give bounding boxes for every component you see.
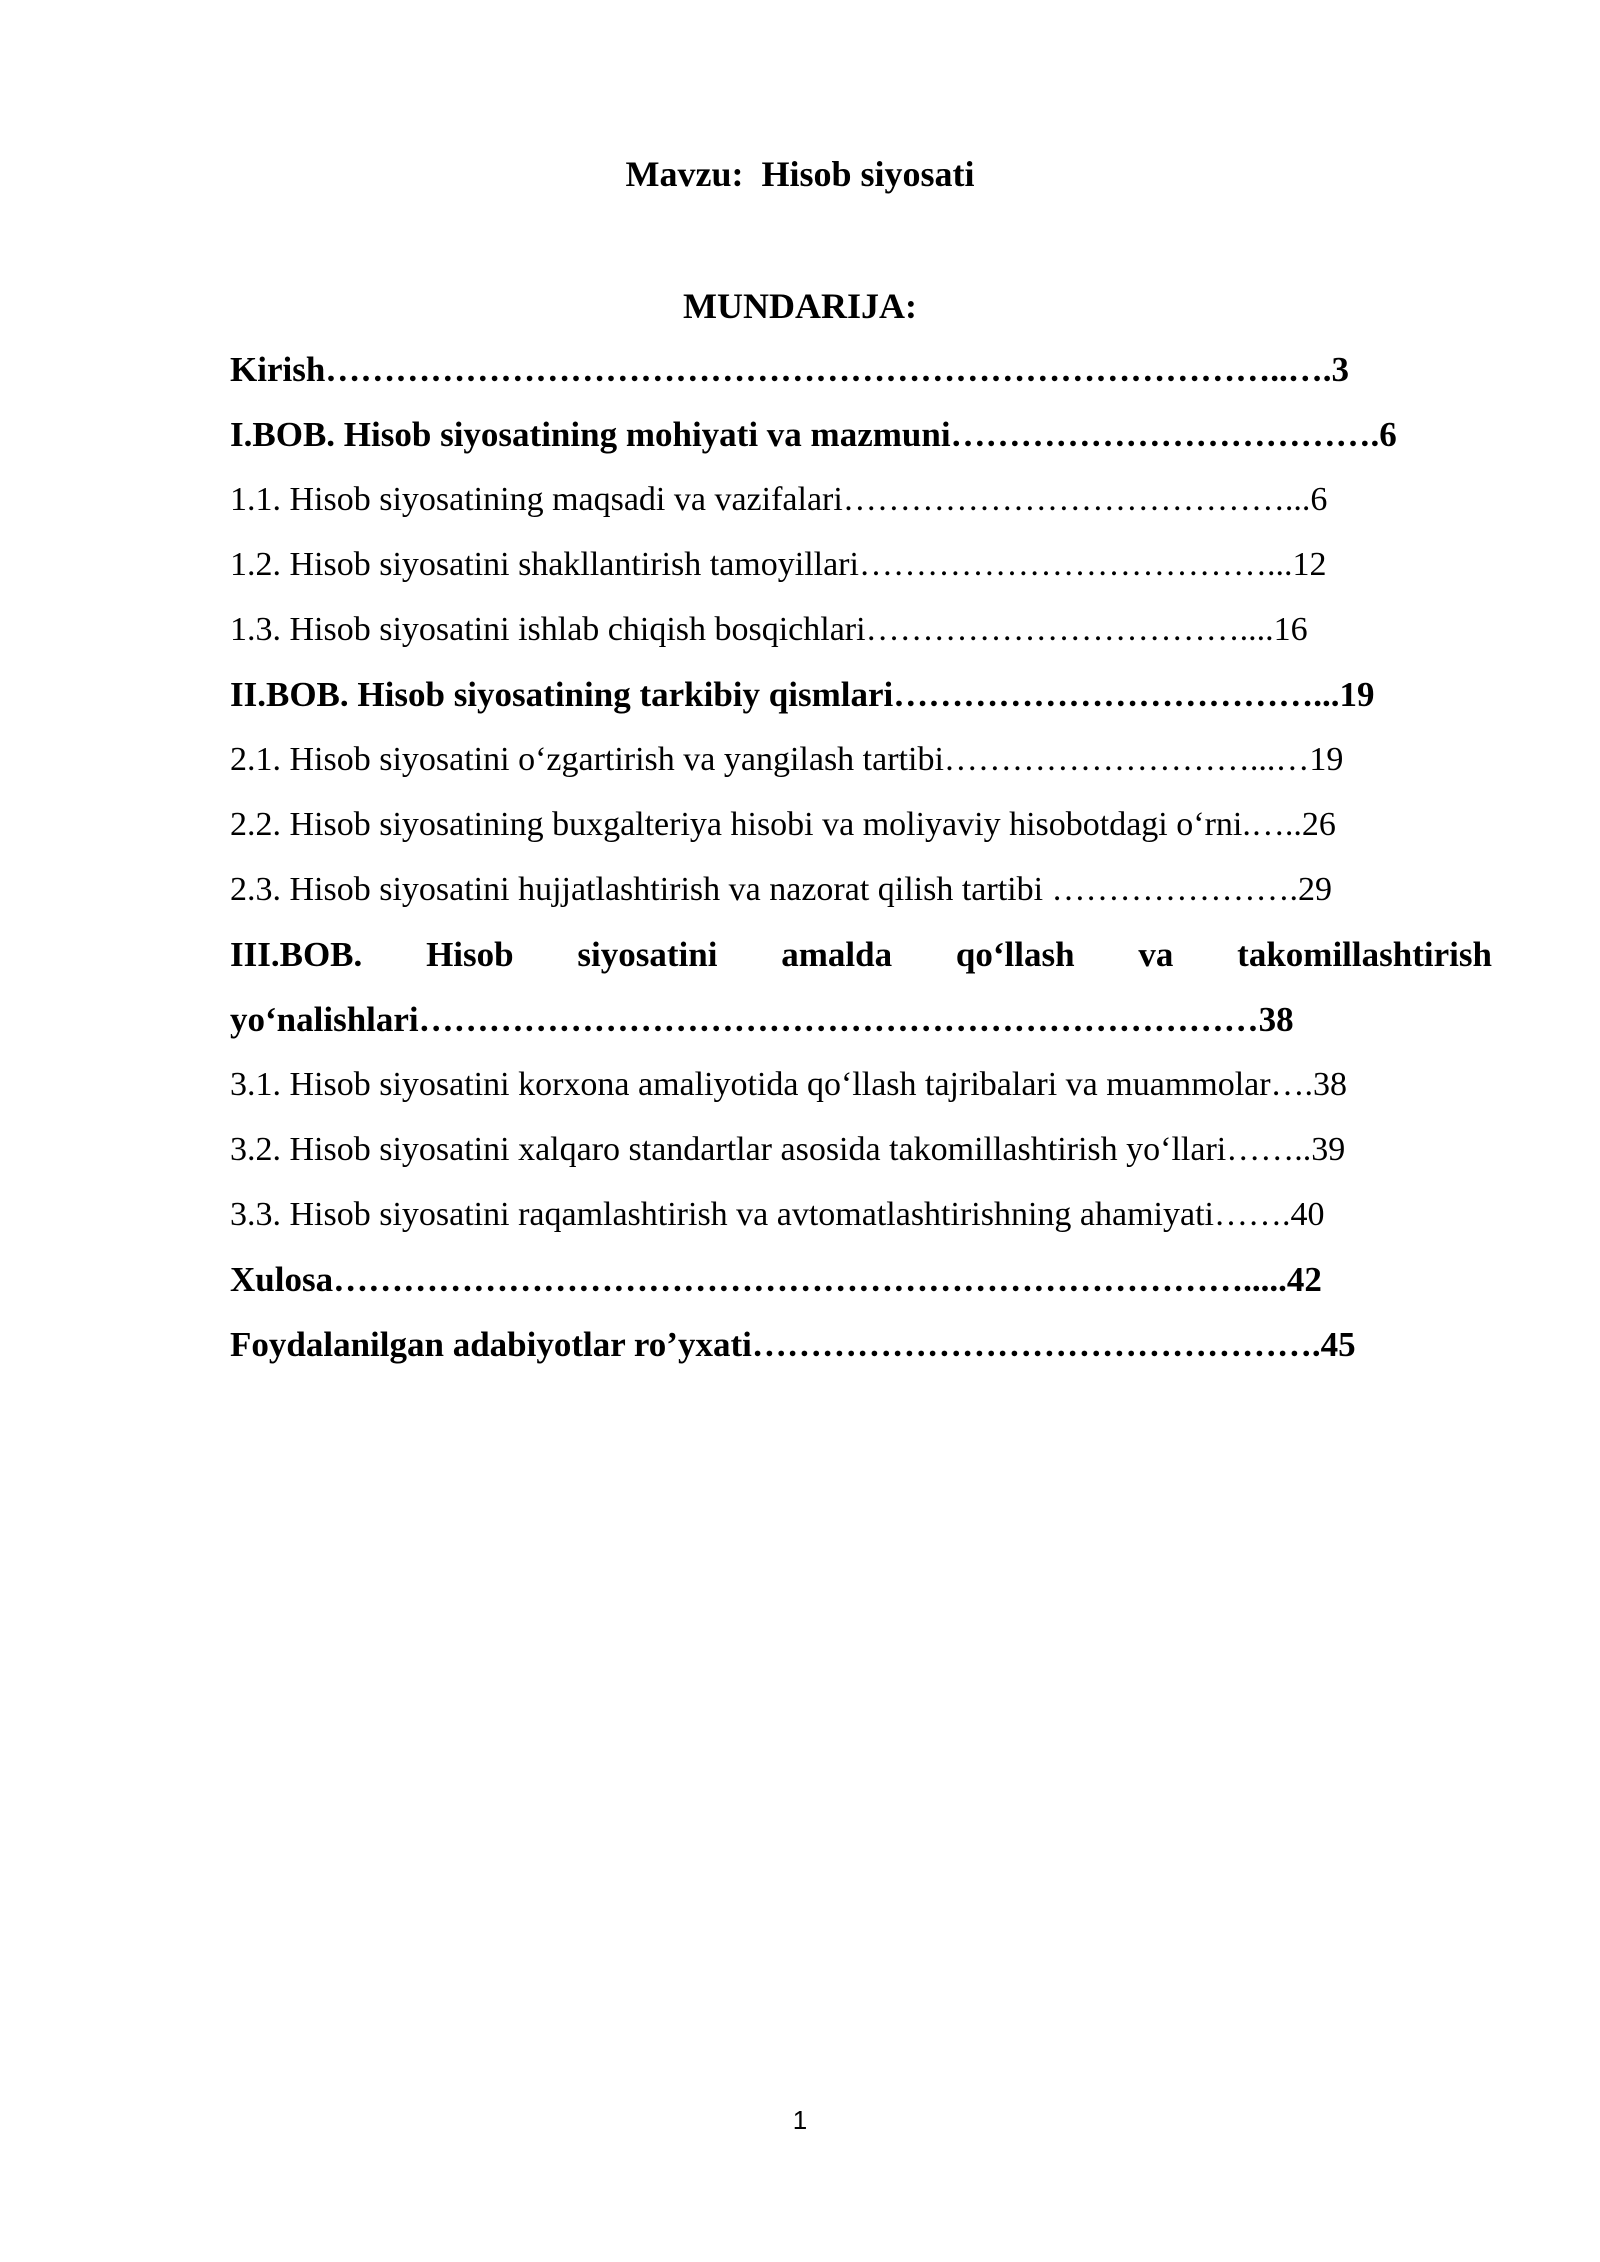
toc-word: qo‘llash <box>955 935 1075 974</box>
toc-word: III.BOB. <box>230 935 363 974</box>
toc-word: va <box>1138 935 1174 974</box>
toc-entry-3-3: 3.3. Hisob siyosatini raqamlashtirish va avtomatlashtirishning ahamiyati…….40 <box>230 1196 1325 1233</box>
toc-word: Hisob <box>426 935 514 974</box>
toc-word: siyosatini <box>577 935 718 974</box>
toc-entry-2-3: 2.3. Hisob siyosatini hujjatlashtirish va nazorat qilish tartibi ………………….29 <box>230 871 1333 908</box>
toc-word: amalda <box>781 935 893 974</box>
toc-entry-chapter-3 <box>230 927 1492 992</box>
toc-entry-chapter-1: I.BOB. Hisob siyosatining mohiyati va mazmuni……………………………….6 <box>230 415 1397 454</box>
toc-heading: MUNDARIJA: <box>683 286 917 326</box>
toc-entry-2-1: 2.1. Hisob siyosatini o‘zgartirish va yangilash tartibi………………………...…19 <box>230 741 1344 778</box>
toc-entry-3-1: 3.1. Hisob siyosatini korxona amaliyotida qo‘llash tajribalari va muammolar….38 <box>230 1066 1348 1103</box>
toc-entry-2-2: 2.2. Hisob siyosatining buxgalteriya hisobi va moliyaviy hisobotdagi o‘rni.…..26 <box>230 806 1336 843</box>
document-title: Mavzu: Hisob siyosati <box>625 154 975 194</box>
toc-entry-1-2: 1.2. Hisob siyosatini shakllantirish tamoyillari………………………………...12 <box>230 546 1327 583</box>
toc-entry-kirish: Kirish………………………………………………………………………..….3 <box>230 350 1350 389</box>
toc-entry-xulosa: Xulosa…………………………………………………………………….....42 <box>230 1260 1322 1299</box>
toc-entry-references: Foydalanilgan adabiyotlar ro’yxati………………………………………….45 <box>230 1325 1356 1364</box>
table-of-contents <box>230 342 1530 1382</box>
page-number: 1 <box>792 2105 808 2135</box>
toc-entry-1-1: 1.1. Hisob siyosatining maqsadi va vazifalari…………………………………...6 <box>230 481 1328 518</box>
toc-entry-1-3: 1.3. Hisob siyosatini ishlab chiqish bosqichlari……………………………....16 <box>230 611 1308 648</box>
toc-word: takomillashtirish <box>1237 935 1492 974</box>
toc-entry-3-2: 3.2. Hisob siyosatini xalqaro standartlar asosida takomillashtirish yo‘llari……..39 <box>230 1131 1346 1168</box>
toc-entry-chapter-3-continued: yo‘nalishlari………………………………………………………………38 <box>230 1000 1294 1039</box>
toc-entry-chapter-2: II.BOB. Hisob siyosatining tarkibiy qismlari………………………………...19 <box>230 675 1375 714</box>
